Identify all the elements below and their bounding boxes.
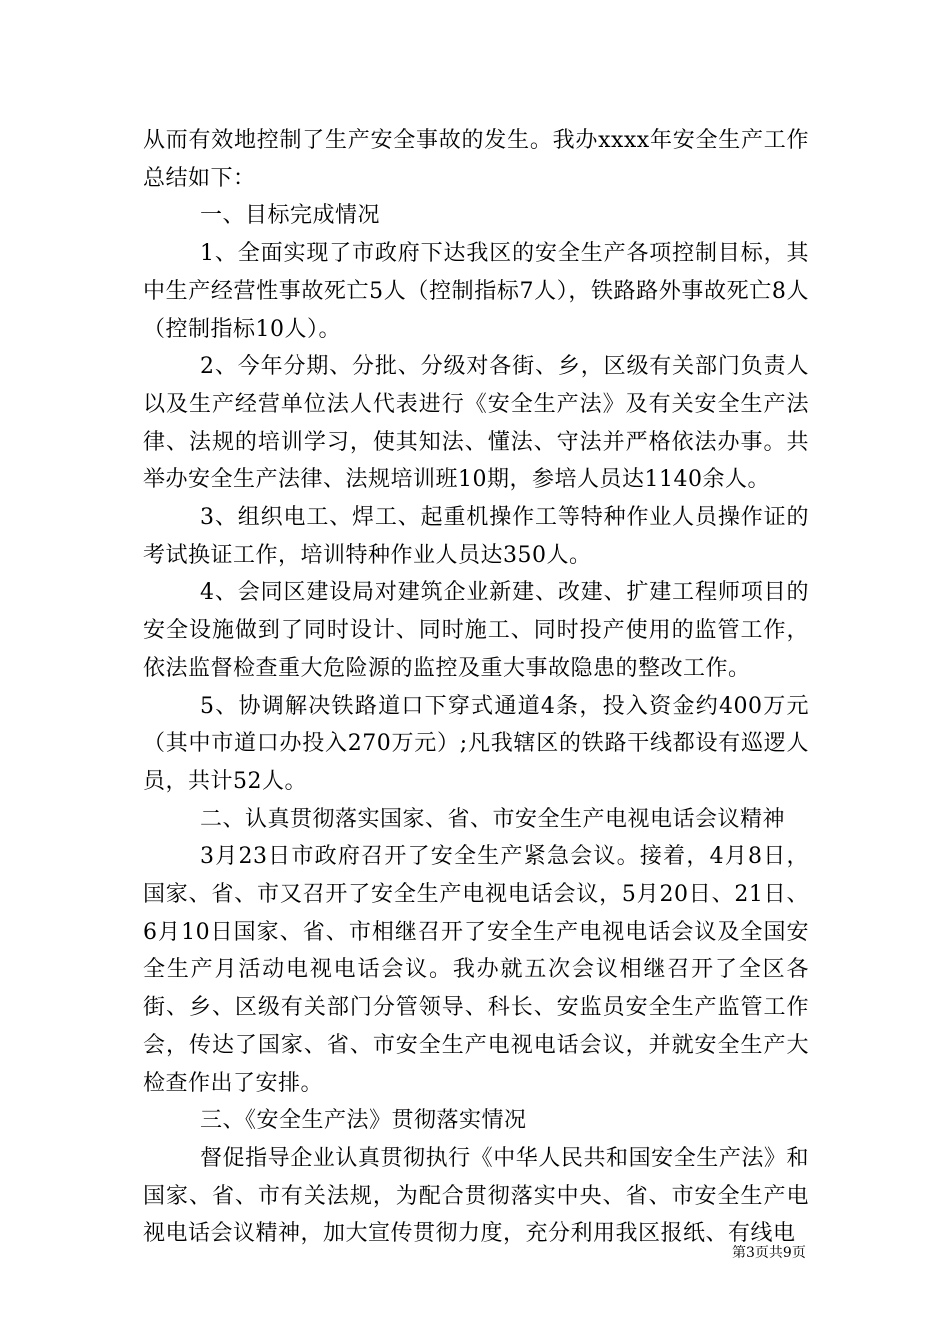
paragraph-item-1: 1、全面实现了市政府下达我区的安全生产各项控制目标，其中生产经营性事故死亡5人（控制指标7人），铁路路外事故死亡8人（控制指标10人）。 xyxy=(143,241,809,342)
page-number: 第3页共9页 xyxy=(732,1245,806,1261)
paragraph-item-4: 4、会同区建设局对建筑企业新建、改建、扩建工程师项目的安全设施做到了同时设计、同时施工、同时投产使用的监管工作，依法监督检查重大危险源的监控及重大事故隐患的整改工作。 xyxy=(143,580,809,681)
section-heading-1: 一、目标完成情况 xyxy=(200,203,381,229)
paragraph-item-3: 3、组织电工、焊工、起重机操作工等特种作业人员操作证的考试换证工作，培训特种作业人员达350人。 xyxy=(143,505,809,568)
section-heading-3: 三、《安全生产法》贯彻落实情况 xyxy=(200,1108,527,1134)
paragraph-item-2: 2、今年分期、分批、分级对各街、乡，区级有关部门负责人以及生产经营单位法人代表进行《安全生产法》及有关安全生产法律、法规的培训学习，使其知法、懂法、守法并严格依法办事。共举办安全生产法律、法规培训班10期，参培人员达1140余人。 xyxy=(143,354,809,493)
paragraph-intro: 从而有效地控制了生产安全事故的发生。我办xxxx年安全生产工作总结如下： xyxy=(143,128,809,191)
paragraph-item-5: 5、协调解决铁路道口下穿式通道4条，投入资金约400万元（其中市道口办投入270万元）;凡我辖区的铁路干线都设有巡逻人员，共计52人。 xyxy=(143,693,809,794)
paragraph-law-implementation: 督促指导企业认真贯彻执行《中华人民共和国安全生产法》和国家、省、市有关法规，为配合贯彻落实中央、省、市安全生产电视电话会议精神，加大宣传贯彻力度，充分利用我区报纸、有线电 xyxy=(143,1145,809,1247)
section-heading-2: 二、认真贯彻落实国家、省、市安全生产电视电话会议精神 xyxy=(200,806,786,832)
document-body xyxy=(143,122,809,1253)
paragraph-meetings: 3月23日市政府召开了安全生产紧急会议。接着，4月8日，国家、省、市又召开了安全生产电视电话会议，5月20日、21日、6月10日国家、省、市相继召开了安全生产电视电话会议及全国安全生产月活动电视电话会议。我办就五次会议相继召开了全区各街、乡、区级有关部门分管领导、科长、安监员安全生产监管工作会，传达了国家、省、市安全生产电视电话会议，并就安全生产大检查作出了安排。 xyxy=(143,844,809,1096)
